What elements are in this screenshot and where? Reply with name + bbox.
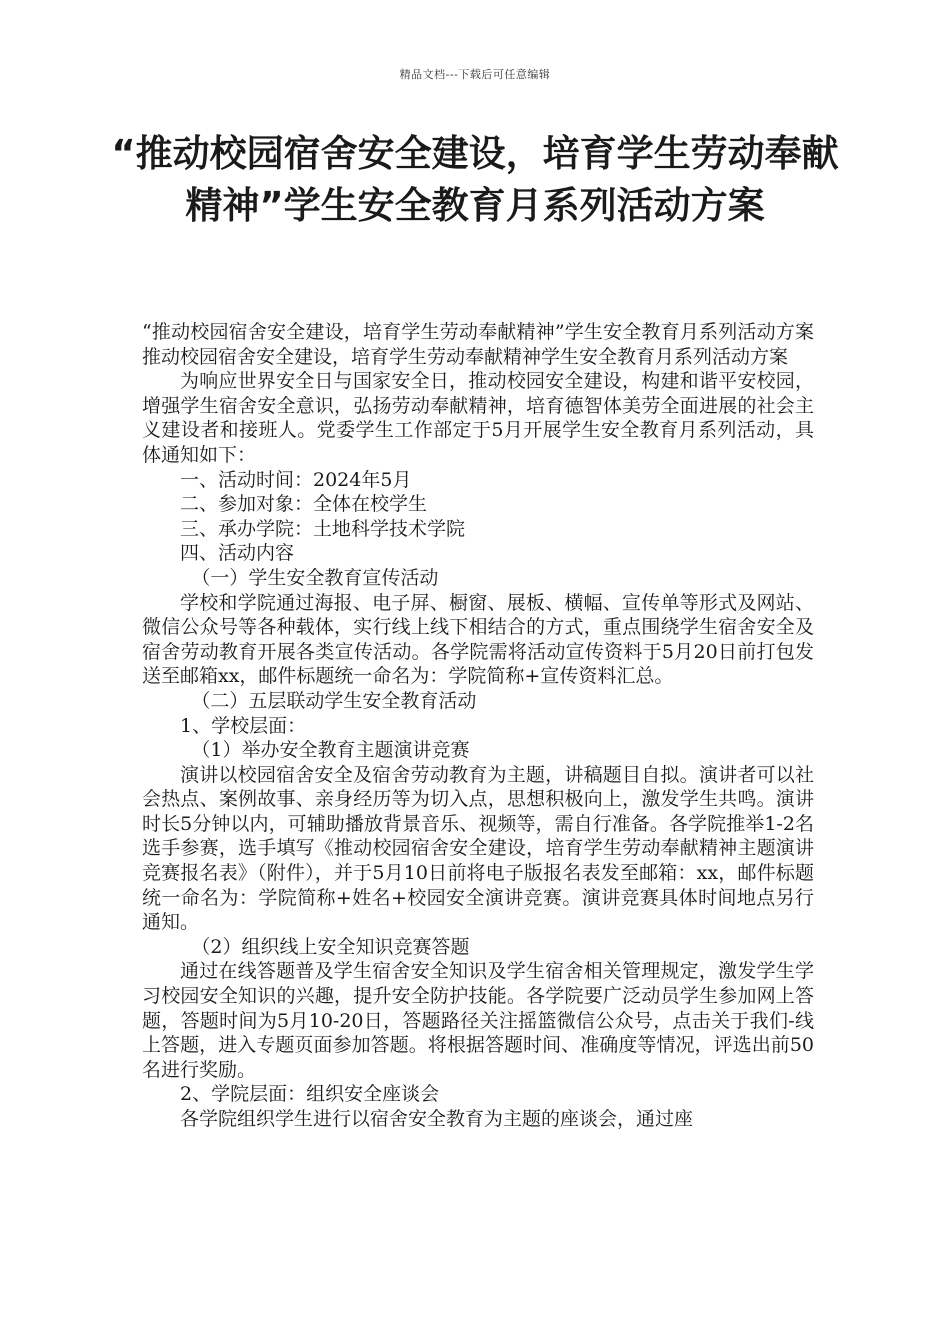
document-title: “推动校园宿舍安全建设，培育学生劳动奉献精神”学生安全教育月系列活动方案 <box>111 132 839 227</box>
organizer: 三、承办学院：土地科学技术学院 <box>180 517 466 540</box>
college-level-heading: 2、学院层面：组织安全座谈会 <box>180 1083 440 1106</box>
participants: 二、参加对象：全体在校学生 <box>180 493 428 516</box>
page-header-note: 精品文档---下载后可任意编辑 <box>399 68 551 81</box>
school-level-heading: 1、学校层面： <box>180 714 307 737</box>
section-heading-content: 四、活动内容 <box>180 542 295 565</box>
subsection-heading-five-level: （二）五层联动学生安全教育活动 <box>191 689 477 712</box>
quiz-heading: （2）组织线上安全知识竞赛答题 <box>191 935 470 958</box>
activity-time: 一、活动时间：2024年5月 <box>180 468 412 491</box>
quiz-paragraph: 通过在线答题普及学生宿舍安全知识及学生宿舍相关管理规定，激发学生学习校园安全知识的兴趣，提升安全防护技能。各学院要广泛动员学生参加网上答题，答题时间为5月10-20日，答题路径关注摇篮微信公众号，点击关于我们-线上答题，进入专题页面参加答题。将根据答题时间、准确度等情况，评选出前50名进行奖励。 <box>142 960 814 1081</box>
speech-contest-paragraph: 演讲以校园宿舍安全及宿舍劳动教育为主题，讲稿题目自拟。演讲者可以社会热点、案例故事、亲身经历等为切入点，思想积极向上，激发学生共鸣。演讲时长5分钟以内，可辅助播放背景音乐、视频等，需自行准备。各学院推举1-2名选手参赛，选手填写《推动校园宿舍安全建设，培育学生劳动奉献精神主题演讲竞赛报名表》（附件），并于5月10日前将电子版报名表发至邮箱：xx，邮件标题统一命名为：学院简称+姓名+校园安全演讲竞赛。演讲竞赛具体时间地点另行通知。 <box>142 763 814 934</box>
college-level-paragraph: 各学院组织学生进行以宿舍安全教育为主题的座谈会，通过座 <box>180 1108 694 1130</box>
document-body <box>142 320 814 1132</box>
intro-paragraph: “推动校园宿舍安全建设，培育学生劳动奉献精神”学生安全教育月系列活动方案推动校园宿舍安全建设，培育学生劳动奉献精神学生安全教育月系列活动方案 <box>142 321 814 368</box>
subsection-heading-publicity: （一）学生安全教育宣传活动 <box>191 566 439 589</box>
speech-contest-heading: （1）举办安全教育主题演讲竞赛 <box>191 739 470 762</box>
background-paragraph: 为响应世界安全日与国家安全日，推动校园安全建设，构建和谐平安校园，增强学生宿舍安全意识，弘扬劳动奉献精神，培育德智体美劳全面进展的社会主义建设者和接班人。党委学生工作部定于5月开展学生安全教育月系列活动，具体通知如下： <box>142 370 814 466</box>
publicity-paragraph: 学校和学院通过海报、电子屏、橱窗、展板、横幅、宣传单等形式及网站、微信公众号等各种载体，实行线上线下相结合的方式，重点围绕学生宿舍安全及宿舍劳动教育开展各类宣传活动。各学院需将活动宣传资料于5月20日前打包发送至邮箱xx，邮件标题统一命名为：学院简称+宣传资料汇总。 <box>142 591 814 688</box>
